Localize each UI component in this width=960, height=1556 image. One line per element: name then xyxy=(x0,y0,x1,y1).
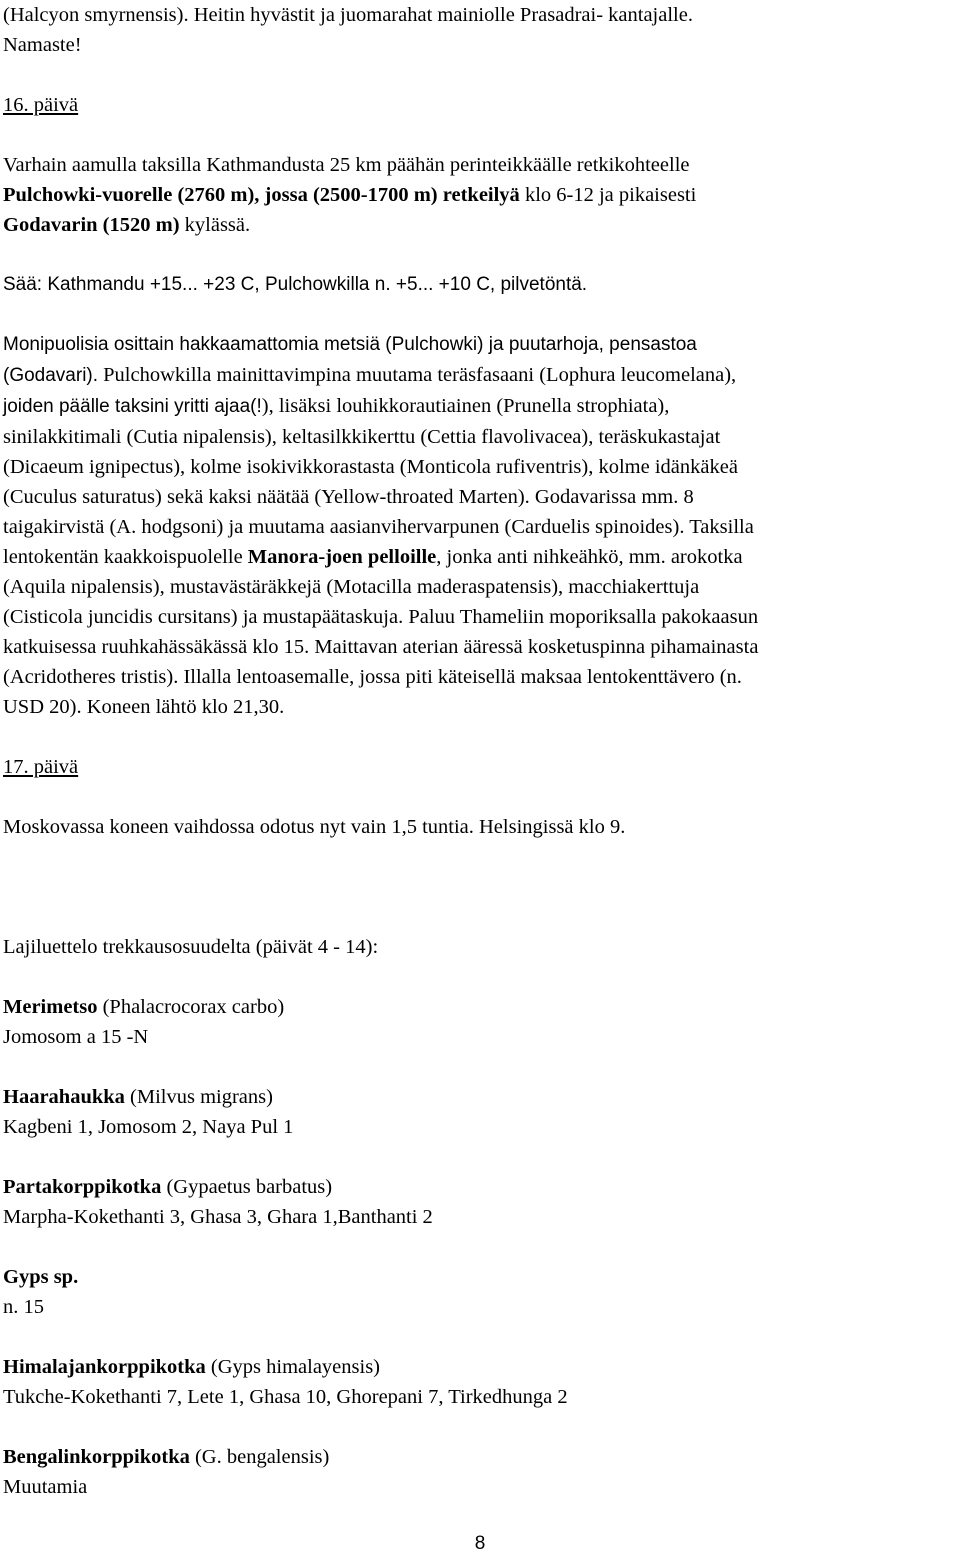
day16-para3-line2: (Godavari). Pulchowkilla mainittavimpina muutama teräsfasaani (Lophura leucomelana), xyxy=(3,364,737,386)
species-entry xyxy=(3,1262,959,1322)
species-name: Partakorppikotka xyxy=(3,1176,162,1198)
intro-line-2: Namaste! xyxy=(3,34,82,56)
day16-para3-line4: sinilakkitimali (Cutia nipalensis), keltasilkkikerttu (Cettia flavolivacea), teräskukastajat xyxy=(3,426,721,448)
day16-para3-line9: (Aquila nipalensis), mustavästäräkkejä (Motacilla maderaspatensis), macchiakerttuja xyxy=(3,576,700,598)
day16-para3-line5: (Dicaeum ignipectus), kolme isokivikkorastasta (Monticola rufiventris), kolme idänkäkeä xyxy=(3,456,738,478)
day17-heading: 17. päivä xyxy=(3,756,79,778)
day16-para3-line12: (Acridotheres tristis). Illalla lentoasemalle, jossa piti käteisellä maksaa lentokenttävero (n. xyxy=(3,666,742,688)
weather-line: Sää: Kathmandu +15... +23 C, Pulchowkilla n. +5... +10 C, pilvetöntä. xyxy=(3,274,588,295)
species-observations: Marpha-Kokethanti 3, Ghasa 3, Ghara 1,Banthanti 2 xyxy=(3,1206,433,1228)
manora-bold: Manora-joen pelloille xyxy=(247,546,437,568)
day16-para3-line11: katkuisessa ruuhkahässäkässä klo 15. Maittavan aterian ääressä kosketuspinna pihamainasta xyxy=(3,636,759,658)
day16-para1-line1: Varhain aamulla taksilla Kathmandusta 25 km päähän perinteikkäälle retkikohteelle xyxy=(3,154,690,176)
day16-para3-line8: lentokentän kaakkoispuolelle Manora-joen pelloille, jonka anti nihkeähkö, mm. arokotka xyxy=(3,546,743,568)
day16-para3-line13: USD 20). Koneen lähtö klo 21,30. xyxy=(3,696,285,718)
species-latin: (Gypaetus barbatus) xyxy=(161,1176,333,1198)
day16-para3-line3: joiden päälle taksini yritti ajaa(!), lisäksi louhikkorautiainen (Prunella strophiata), xyxy=(3,395,670,417)
village-bold: Godavarin (1520 m) xyxy=(3,214,180,236)
day16-para1-line3: Godavarin (1520 m) kylässä. xyxy=(3,214,251,236)
species-observations: Kagbeni 1, Jomosom 2, Naya Pul 1 xyxy=(3,1116,294,1138)
page-number: 8 xyxy=(474,1533,486,1554)
day16-para1-line2: Pulchowki-vuorelle (2760 m), jossa (2500-1700 m) retkeilyä klo 6-12 ja pikaisesti xyxy=(3,184,697,206)
species-observations: Tukche-Kokethanti 7, Lete 1, Ghasa 10, Ghorepani 7, Tirkedhunga 2 xyxy=(3,1386,568,1408)
species-name: Merimetso xyxy=(3,996,98,1018)
document-body xyxy=(3,0,959,1502)
species-entry xyxy=(3,1442,959,1502)
species-entry xyxy=(3,1352,959,1412)
species-latin: (Gyps himalayensis) xyxy=(205,1356,381,1378)
day16-para3-line1: Monipuolisia osittain hakkaamattomia metsiä (Pulchowki) ja puutarhoja, pensastoa xyxy=(3,334,697,355)
species-list-title: Lajiluettelo trekkausosuudelta (päivät 4 - 14): xyxy=(3,936,379,958)
day16-para3-line7: taigakirvistä (A. hodgsoni) ja muutama aasianvihervarpunen (Carduelis spinoides). Taksilla xyxy=(3,516,754,538)
species-observations: Muutamia xyxy=(3,1476,88,1498)
species-entry xyxy=(3,1172,959,1232)
day16-para3-line6: (Cuculus saturatus) sekä kaksi näätää (Yellow-throated Marten). Godavarissa mm. 8 xyxy=(3,486,694,508)
day17-text: Moskovassa koneen vaihdossa odotus nyt vain 1,5 tuntia. Helsingissä klo 9. xyxy=(3,816,626,838)
species-latin: (G. bengalensis) xyxy=(189,1446,330,1468)
species-latin: (Phalacrocorax carbo) xyxy=(97,996,285,1018)
species-observations: Jomosom a 15 -N xyxy=(3,1026,149,1048)
species-latin: (Milvus migrans) xyxy=(124,1086,273,1108)
day16-para3-line10: (Cisticola juncidis cursitans) ja mustapäätaskuja. Paluu Thameliin moporiksalla pakokaasun xyxy=(3,606,759,628)
species-name: Himalajankorppikotka xyxy=(3,1356,206,1378)
intro-line-1: (Halcyon smyrnensis). Heitin hyvästit ja juomarahat mainiolle Prasadrai- kantajalle. xyxy=(3,4,693,26)
species-name: Haarahaukka xyxy=(3,1086,125,1108)
species-name: Bengalinkorppikotka xyxy=(3,1446,190,1468)
route-bold: Pulchowki-vuorelle (2760 m), jossa (2500-1700 m) retkeilyä xyxy=(3,184,520,206)
species-observations: n. 15 xyxy=(3,1296,44,1318)
day16-heading: 16. päivä xyxy=(3,94,79,116)
species-entry xyxy=(3,992,959,1052)
species-name: Gyps sp. xyxy=(3,1266,79,1288)
species-entry xyxy=(3,1082,959,1142)
